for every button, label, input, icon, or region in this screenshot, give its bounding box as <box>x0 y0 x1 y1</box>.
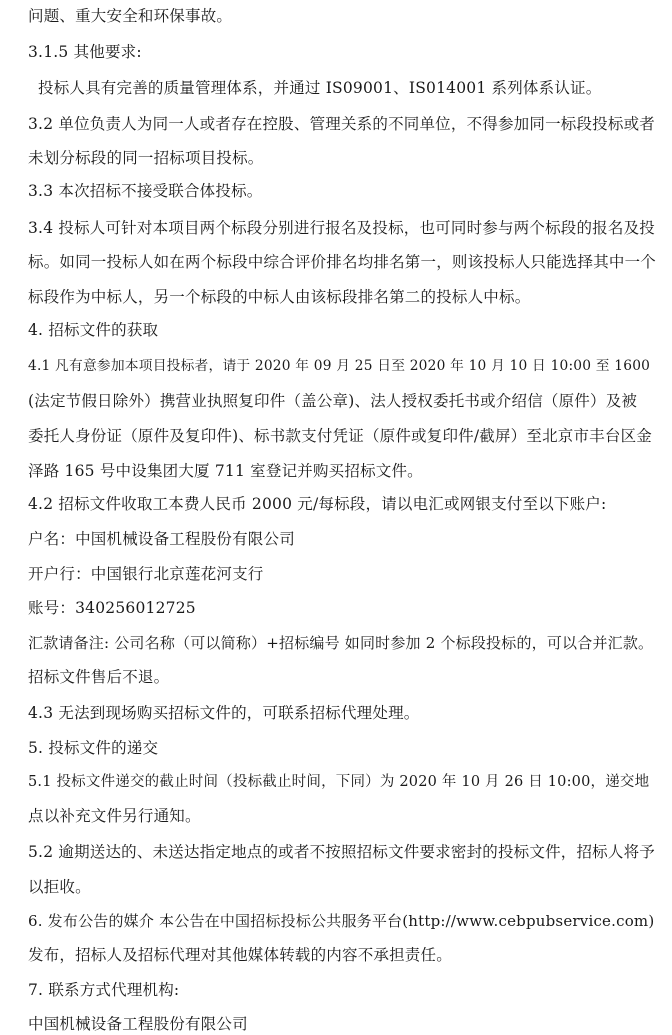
text-line: 5.2 逾期送达的、未送达指定地点的或者不按照招标文件要求密封的投标文件，招标人将予 <box>28 843 655 861</box>
text-line: 5.1 投标文件递交的截止时间（投标截止时间，下同）为 2020 年 10 月 26 日 10:00，递交地 <box>28 774 650 790</box>
text-line: 以拒收。 <box>28 878 91 896</box>
text-line: 标。如同一投标人如在两个标段中综合评价排名均排名第一，则该投标人只能选择其中一个 <box>28 253 657 271</box>
text-line: (法定节假日除外）携营业执照复印件（盖公章)、法人授权委托书或介绍信（原件）及被 <box>28 392 638 410</box>
text-line: 招标文件售后不退。 <box>28 668 170 686</box>
text-line: 汇款请备注: 公司名称（可以简称）+招标编号 如同时参加 2 个标段投标的，可以合并汇款。 <box>28 634 654 652</box>
text-line: 3.4 投标人可针对本项目两个标段分别进行报名及投标，也可同时参与两个标段的报名及投 <box>28 219 655 237</box>
section-heading: 5. 投标文件的递交 <box>28 739 159 757</box>
text-line: 委托人身份证（原件及复印件)、标书款支付凭证（原件或复印件/截屏）至北京市丰台区金 <box>28 427 652 445</box>
section-heading: 7. 联系方式代理机构: <box>28 981 180 999</box>
text-line: 未划分标段的同一招标项目投标。 <box>28 149 264 167</box>
text-line: 6. 发布公告的媒介 本公告在中国招标投标公共服务平台(http://www.cebpubservice.com) <box>28 912 655 930</box>
text-line: 问题、重大安全和环保事故。 <box>28 7 233 25</box>
text-line: 3.2 单位负责人为同一人或者存在控股、管理关系的不同单位，不得参加同一标段投标或者 <box>28 115 655 133</box>
text-line: 发布，招标人及招标代理对其他媒体转载的内容不承担责任。 <box>28 946 452 964</box>
text-line: 标段作为中标人，另一个标段的中标人由该标段排名第二的投标人中标。 <box>28 288 531 306</box>
account-number: 账号：340256012725 <box>28 599 196 617</box>
text-line: 投标人具有完善的质量管理体系，并通过 IS09001、IS014001 系列体系认证。 <box>38 79 602 97</box>
text-line: 泽路 165 号中设集团大厦 711 室登记并购买招标文件。 <box>28 462 423 480</box>
text-line: 中国机械设备工程股份有限公司 <box>28 1015 248 1033</box>
section-heading: 3.1.5 其他要求: <box>28 43 142 61</box>
text-line: 点以补充文件另行通知。 <box>28 807 201 825</box>
bank-name: 开户行：中国银行北京莲花河支行 <box>28 565 264 583</box>
text-line: 3.3 本次招标不接受联合体投标。 <box>28 182 263 200</box>
text-line: 4.3 无法到现场购买招标文件的，可联系招标代理处理。 <box>28 704 420 722</box>
account-name: 户名：中国机械设备工程股份有限公司 <box>28 530 295 548</box>
text-line: 4.2 招标文件收取工本费人民币 2000 元/每标段，请以电汇或网银支付至以下账户: <box>28 495 607 513</box>
text-line: 4.1 凡有意参加本项目投标者，请于 2020 年 09 月 25 日至 2020 年 10 月 10 日 10:00 至 1600 <box>28 358 651 374</box>
section-heading: 4. 招标文件的获取 <box>28 321 159 339</box>
